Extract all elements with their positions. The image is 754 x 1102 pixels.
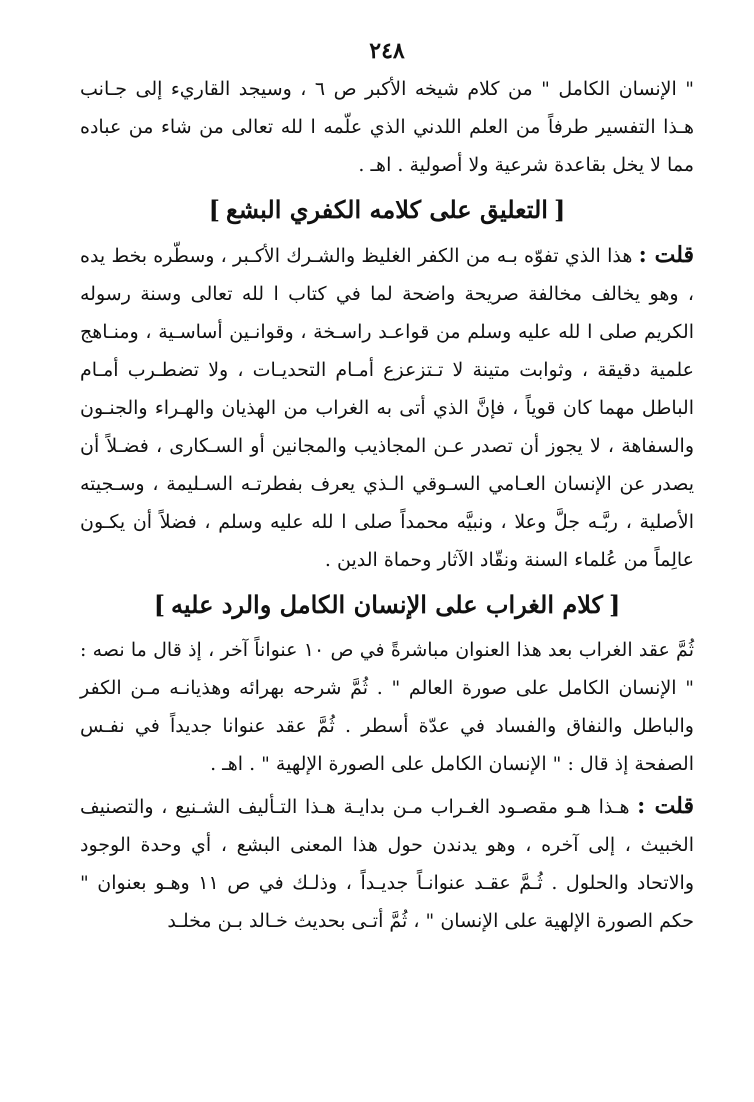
heading-text: التعليق على كلامه الكفري البشع [226,195,548,224]
heading-bracket-close: ] [153,590,166,619]
paragraph-lead: قلت : [638,242,694,268]
paragraph-quote: ثُمَّ عقد الغراب بعد هذا العنوان مباشرةً في ص ١٠ عنواناً آخر ، إذ قال ما نصه : " الإنسان الكامل على صورة العالم " . ثُمَّ شرحه بهرائه وهذيانـه مـن الكفر والباطل والنفاق والفساد في عدّة أسطر . ثُمَّ عقد عنوانا جديداً في نفـس الصفحة إذ قال : " الإنسان الكامل على الصورة الإلهية " . اهـ . [80,639,694,775]
paragraph-body: هذا الذي تفوّه بـه من الكفر الغليظ والشـرك الأكـبر ، وسطّره بخط يده ، وهو يخالف مخالفة صريحة واضحة لما في كتاب ا لله تعالى وسنة رسوله الكريم صلى ا لله عليه وسلم من قواعـد راسـخة ، وقوانـين أساسـية ، ومنـاهج علمية دقيقة ، وثوابت متينة لا تـتزعزع أمـام التحديـات ، ولا تضطـرب أمـام الباطل مهما كان قوياً ، فإنَّ الذي أتى به الغراب من الهذيان والهـراء والجنـون والسفاهة ، لا يجوز أن تصدر عـن المجاذيب والمجانين أو السـكارى ، فضـلاً أن يصدر عن الإنسان العـامي السـوقي الـذي يعرف بفطرتـه السـليمة ، وسـجيته الأصلية ، ربَّـه جلَّ وعلا ، ونبيَّه محمداً صلى ا لله عليه وسلم ، فضلاً أن يكـون عالِماً من عُلماء السنة ونقّاد الآثار وحماة الدين . [80,245,694,571]
paragraph-body: هـذا هـو مقصـود الغـراب مـن بدايـة هـذا التـأليف الشـنيع ، والتصنيف الخبيث ، إلى آخره ، وهو يدندن حول هذا المعنى البشع ، أي وحدة الوجود والاتحاد والحلول . ثُـمَّ عقـد عنوانـاً جديـداً ، وذلـك في ص ١١ وهـو بعنوان " حكم الصورة الإلهية على الإنسان " ، ثُمَّ أتـى بحديث خـالد بـن مخلـد [80,796,694,932]
heading-bracket-close: ] [208,195,220,224]
section-heading-commentary [80,190,694,230]
paragraph-conclusion [80,787,694,940]
heading-bracket-open: [ [553,195,566,224]
paragraph-commentary [80,236,694,579]
book-page [80,36,694,940]
heading-bracket-open: [ [608,590,621,619]
paragraph-intro: " الإنسان الكامل " من كلام شيخه الأكبر ص ٦ ، وسيجد القاريء إلى جـانب هـذا التفسير طرفاً من العلم اللدني الذي علّمه ا لله تعالى من شاء من عباده مما لا يخل بقاعدة شرعية ولا أصولية . اهـ . [80,78,694,176]
section-heading-response [80,585,694,625]
heading-text: كلام الغراب على الإنسان الكامل والرد عليه [171,590,603,619]
page-number: ٢٤٨ [369,38,405,64]
paragraph-lead: قلت : [637,793,694,819]
